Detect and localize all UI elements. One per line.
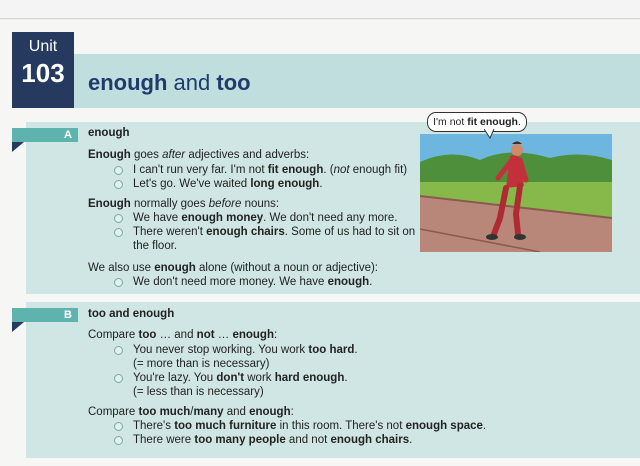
section-a-tab: A	[12, 128, 78, 142]
t-a3: after	[162, 149, 186, 161]
t: There's	[133, 420, 175, 432]
t: There weren't	[133, 226, 207, 238]
section-b-example-3	[133, 419, 486, 433]
section-a-heading: enough	[88, 127, 130, 139]
t: . We don't need any more.	[263, 212, 398, 224]
t: .	[369, 276, 373, 288]
unit-badge	[12, 32, 74, 108]
bullet	[114, 346, 123, 355]
t: You never stop working. You work	[133, 344, 309, 356]
bullet	[114, 278, 123, 287]
t: …	[214, 329, 233, 341]
t: enough chairs	[330, 434, 410, 446]
speech-bubble	[427, 112, 527, 132]
t: I can't run very far. I'm not	[133, 164, 268, 176]
section-b-example-1-gloss: (= more than is necessary)	[133, 358, 270, 370]
t: don't	[216, 372, 245, 384]
unit-label: Unit	[28, 38, 58, 55]
t: work	[244, 372, 275, 384]
t: and not	[285, 434, 331, 446]
t: and	[223, 406, 250, 418]
t: … and	[156, 329, 197, 341]
section-b-example-1	[133, 343, 358, 357]
t: /	[190, 406, 194, 418]
section-b-rule-1	[88, 328, 277, 342]
t: not	[196, 329, 215, 341]
section-a-example-2	[133, 177, 323, 191]
t: too much	[138, 406, 191, 418]
t: many	[193, 406, 224, 418]
t: normally goes	[130, 198, 209, 210]
t: enough space	[405, 420, 483, 432]
section-a-example-4	[133, 225, 415, 239]
section-a-rule-1	[88, 148, 309, 162]
bullet	[114, 166, 123, 175]
section-b-example-4	[133, 433, 412, 447]
t: not	[333, 164, 350, 176]
bullet	[114, 180, 123, 189]
t: fit enough	[467, 116, 518, 128]
t: alone (without a noun or adjective):	[195, 262, 378, 274]
section-a-example-5	[133, 275, 372, 289]
t: . Some of us had to sit on	[284, 226, 416, 238]
t: enough	[249, 406, 291, 418]
t: Compare	[88, 329, 139, 341]
section-a-tab-corner	[12, 142, 24, 152]
bullet	[114, 228, 123, 237]
t: .	[482, 420, 487, 432]
t: enough	[232, 329, 274, 341]
t: .	[409, 434, 413, 446]
bullet	[114, 422, 123, 431]
t: :	[290, 406, 294, 418]
t-a1: Enough	[88, 149, 131, 161]
t: before	[208, 198, 242, 210]
section-b-example-2-gloss: (= less than is necessary)	[133, 386, 264, 398]
t: Let's go. We've waited	[133, 178, 251, 190]
section-b-example-2	[133, 371, 348, 385]
section-a-example-4-cont: the floor.	[133, 240, 178, 252]
t: We have	[133, 212, 182, 224]
t: enough chairs	[206, 226, 285, 238]
t: I'm not	[433, 116, 468, 128]
t-a2: goes	[130, 149, 163, 161]
t: Compare	[88, 406, 139, 418]
bullet	[114, 214, 123, 223]
t: too	[138, 329, 157, 341]
speech-bubble-tail	[484, 129, 498, 139]
t-a4: adjectives and adverbs:	[185, 149, 310, 161]
t: nouns:	[241, 198, 280, 210]
t: Enough	[88, 198, 131, 210]
section-a-example-1	[133, 163, 407, 177]
t: You're lazy. You	[133, 372, 217, 384]
section-b-heading: too and enough	[88, 308, 175, 320]
t: .	[344, 372, 348, 384]
t: enough money	[181, 212, 264, 224]
bullet	[114, 374, 123, 383]
section-b-rule-2	[88, 405, 294, 419]
t: enough	[154, 262, 196, 274]
page-title	[88, 70, 251, 96]
t: .	[517, 116, 521, 128]
t: enough	[327, 276, 370, 288]
t: too many people	[194, 434, 286, 446]
t: long enough	[250, 178, 320, 190]
section-a-example-3	[133, 211, 397, 225]
t: . (	[323, 164, 334, 176]
t: too hard	[308, 344, 355, 356]
title-mid: and	[167, 70, 217, 95]
t: :	[273, 329, 278, 341]
illustration-svg	[420, 134, 612, 252]
section-b-tab: B	[12, 308, 78, 322]
t: We don't need more money. We have	[133, 276, 328, 288]
t: in this room. There's not	[276, 420, 406, 432]
title-end: too	[216, 70, 251, 95]
t: hard enough	[274, 372, 345, 384]
title-bold: enough	[88, 70, 168, 95]
t: enough fit)	[349, 164, 408, 176]
t: too much furniture	[174, 420, 277, 432]
t: There were	[133, 434, 195, 446]
section-b-tab-corner	[12, 322, 24, 332]
browser-top-bar	[0, 0, 640, 19]
section-a-rule-3	[88, 261, 378, 275]
t: We also use	[88, 262, 155, 274]
t: .	[319, 178, 323, 190]
illustration-tired-runner	[420, 134, 612, 252]
bullet	[114, 436, 123, 445]
t: .	[354, 344, 358, 356]
section-a-rule-2	[88, 197, 279, 211]
unit-number: 103	[21, 58, 65, 88]
t: fit enough	[267, 164, 324, 176]
